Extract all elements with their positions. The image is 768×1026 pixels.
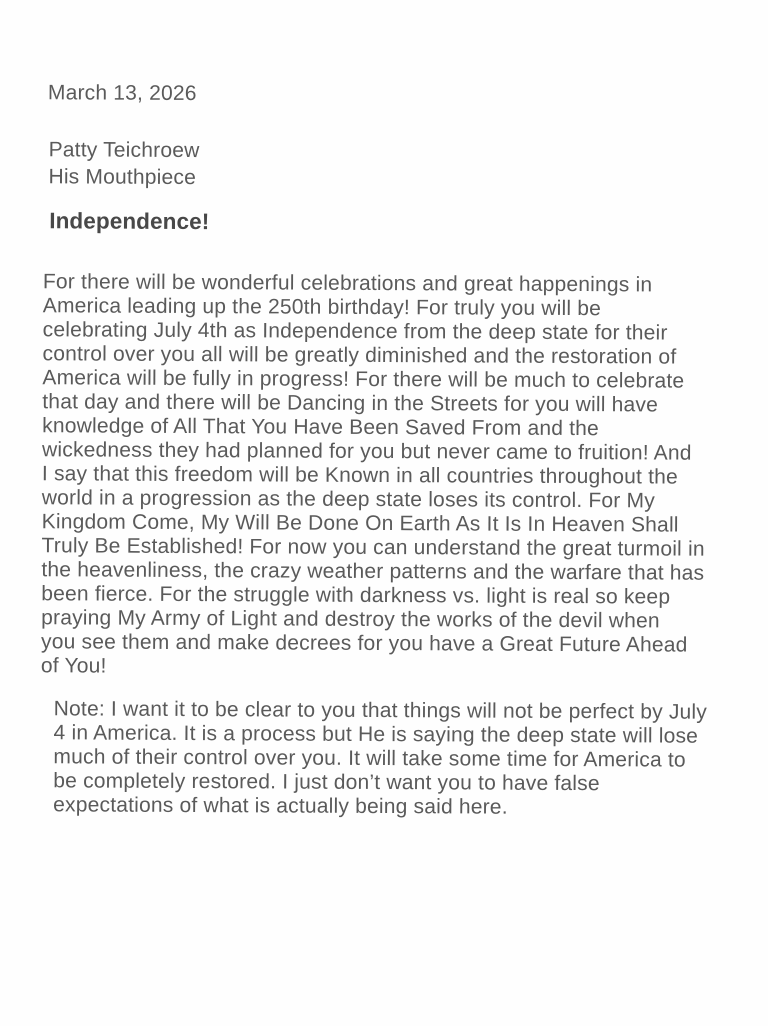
letter-note: Note: I want it to be clear to you that things will not be perfect by July 4 in America. It is a process but He is saying the deep state will lose much of their control over you. It will take some time for America to be completely restored. I just don’t want you to have false expectations of what is actually being said here. — [53, 697, 708, 819]
letter-date: March 13, 2026 — [47, 81, 197, 106]
letter-body: For there will be wonderful celebrations and great happenings in America leading up the 250th birthday! For truly you will be celebrating July 4th as Independence from the deep state for their control over you all will be greatly diminished and the restoration of America will be fully in progress! For there will be much to celebrate that day and there will be Dancing in the Streets for you will have knowledge of All That You Have Been Saved From and the wickedness they had planned for you but never came to fruition! And I say that this freedom will be Known in all countries throughout the world in a progression as the deep state loses its control. For My Kingdom Come, My Will Be Done On Earth As It Is In Heaven Shall Truly Be Established! For now you can understand the great turmoil in the heavenliness, the crazy weather patterns and the warfare that has been fierce. For the struggle with darkness vs. light is real so keep praying My Army of Light and destroy the works of the devil when you see them and make decrees for you have a Great Future Ahead of You! — [40, 270, 705, 678]
letter-heading: Independence! — [49, 208, 210, 235]
author-name: Patty Teichroew — [48, 138, 200, 163]
author-block — [48, 136, 199, 191]
author-title: His Mouthpiece — [48, 165, 197, 190]
